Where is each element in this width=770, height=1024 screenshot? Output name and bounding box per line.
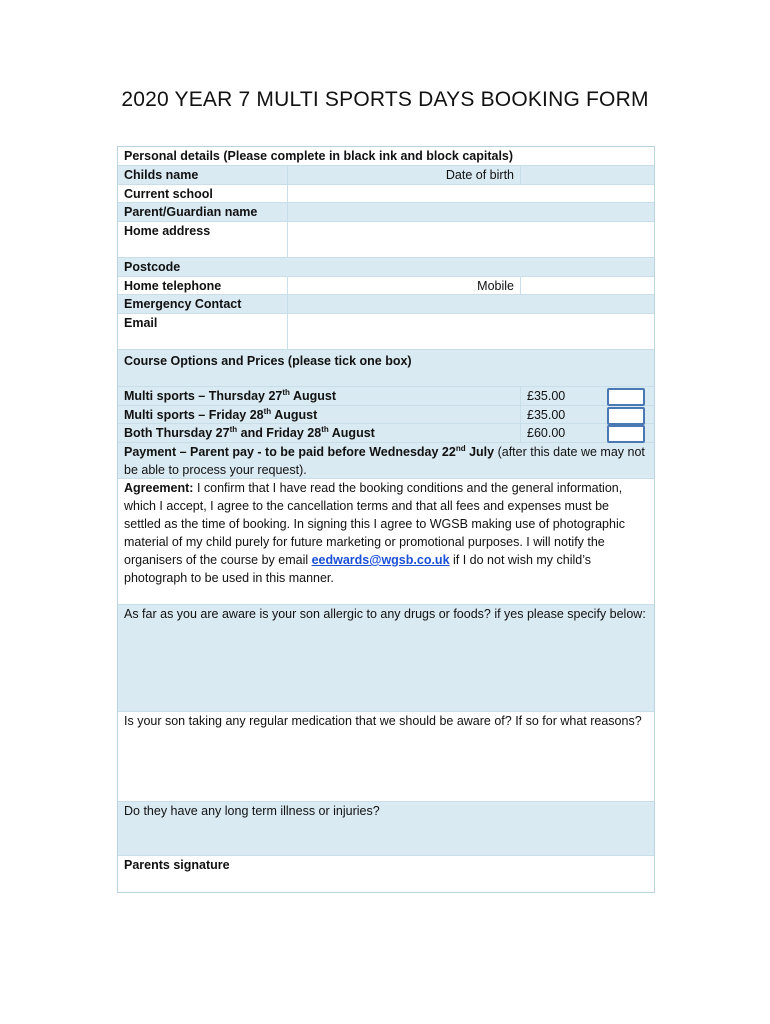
current-school-label: Current school [118, 185, 288, 202]
personal-details-header-row [118, 147, 654, 166]
course-options-header-row [118, 350, 654, 387]
postcode-label: Postcode [124, 260, 181, 274]
postcode-row [118, 258, 654, 277]
medication-question: Is your son taking any regular medication that we should be aware of? If so for what reasons? [124, 714, 642, 728]
contact-email-link[interactable]: eedwards@wgsb.co.uk [311, 553, 450, 567]
current-school-field[interactable] [288, 185, 654, 202]
emergency-contact-field[interactable] [288, 295, 654, 313]
option-checkbox-thursday[interactable] [607, 388, 645, 406]
option-label: Both Thursday 27th and Friday 28th August [118, 424, 521, 442]
childs-name-label: Childs name [118, 166, 288, 184]
allergy-row[interactable] [118, 605, 654, 712]
parent-name-field[interactable] [288, 203, 654, 221]
illness-question: Do they have any long term illness or injuries? [124, 804, 380, 818]
emergency-contact-row [118, 295, 654, 314]
emergency-contact-label: Emergency Contact [118, 295, 288, 313]
payment-row [118, 443, 654, 479]
option-label: Multi sports – Friday 28th August [118, 406, 521, 423]
option-row [118, 424, 654, 443]
agreement-row [118, 479, 654, 605]
mobile-field[interactable] [521, 277, 654, 294]
email-field[interactable] [288, 314, 654, 349]
option-price: £35.00 [527, 408, 566, 422]
mobile-label: Mobile [288, 277, 521, 294]
option-price: £35.00 [527, 389, 566, 403]
option-checkbox-both[interactable] [607, 425, 645, 443]
home-telephone-row [118, 277, 654, 295]
date-of-birth-field[interactable] [521, 166, 654, 184]
option-row [118, 406, 654, 424]
home-address-row [118, 222, 654, 258]
email-label: Email [118, 314, 288, 349]
signature-row[interactable] [118, 856, 654, 892]
home-address-label: Home address [118, 222, 288, 257]
agreement-text: Agreement: I confirm that I have read the booking conditions and the general information, which I accept, I agree to the cancellation terms and that all fees and expenses must be settled as the time of booking. In signing this I agree to WGSB making use of photographic material of my child purely for future marketing or promotional purposes. I will notify the organisers of the course by email eedwards@wgsb.co.uk if I do not wish my child’s photograph to be used in this manner. [124, 481, 625, 585]
illness-row[interactable] [118, 802, 654, 856]
option-price: £60.00 [527, 426, 566, 440]
home-telephone-label: Home telephone [118, 277, 288, 294]
course-options-header: Course Options and Prices (please tick one box) [124, 354, 412, 368]
email-row [118, 314, 654, 350]
option-label: Multi sports – Thursday 27th August [118, 387, 521, 405]
current-school-row [118, 185, 654, 203]
medication-row[interactable] [118, 712, 654, 802]
date-of-birth-label: Date of birth [288, 166, 521, 184]
payment-text: Payment – Parent pay - to be paid before Wednesday 22nd July (after this date we may not be able to process your request). [124, 443, 645, 477]
page-title: 2020 YEAR 7 MULTI SPORTS DAYS BOOKING FORM [121, 88, 649, 111]
home-address-field[interactable] [288, 222, 654, 257]
parent-name-label: Parent/Guardian name [118, 203, 288, 221]
personal-details-header: Personal details (Please complete in black ink and block capitals) [124, 149, 514, 163]
childs-name-row [118, 166, 654, 185]
option-row [118, 387, 654, 406]
option-checkbox-friday[interactable] [607, 407, 645, 425]
parent-name-row [118, 203, 654, 222]
allergy-question: As far as you are aware is your son allergic to any drugs or foods? if yes please specify below: [124, 607, 646, 621]
signature-label: Parents signature [124, 858, 230, 872]
booking-form [117, 146, 655, 893]
